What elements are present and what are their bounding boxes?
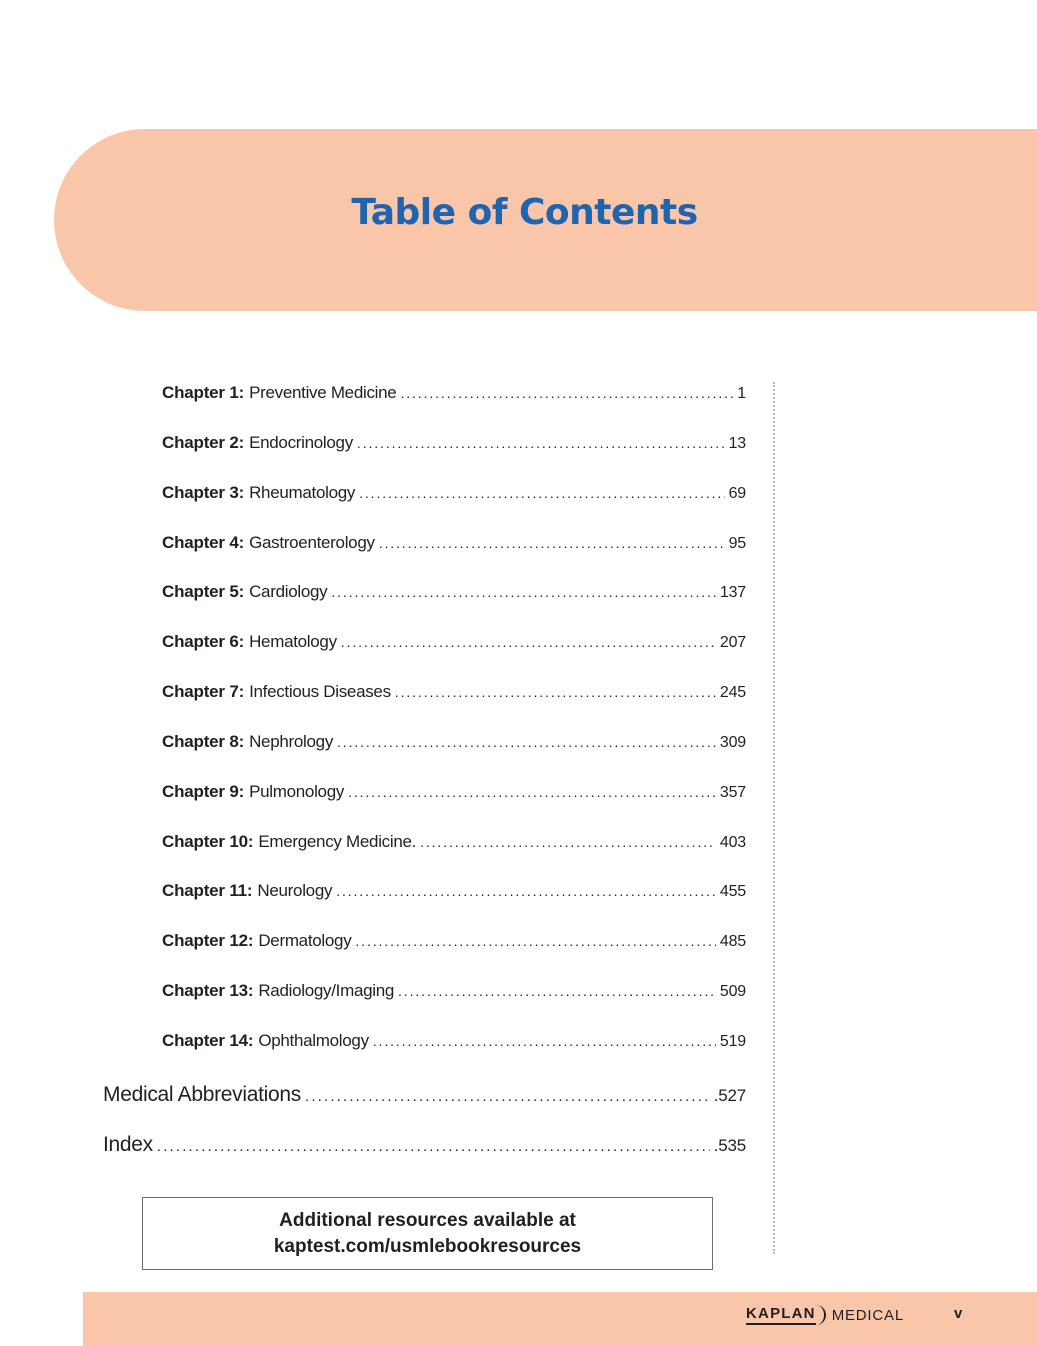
dot-leader — [331, 580, 716, 604]
dot-leader — [359, 481, 724, 505]
toc-entry-chapter-8[interactable] — [162, 730, 746, 754]
chapter-label: Chapter 1: — [162, 383, 245, 402]
toc-entry-chapter-11[interactable] — [162, 879, 746, 903]
chapter-label: Chapter 3: — [162, 483, 245, 502]
chapter-title: Rheumatology — [249, 483, 356, 502]
chapter-label: Chapter 2: — [162, 433, 245, 452]
toc-entry-index[interactable] — [103, 1131, 746, 1159]
dot-leader — [395, 680, 716, 704]
chapter-title: Radiology/Imaging — [258, 981, 395, 1000]
dot-leader — [341, 630, 716, 654]
page-number: 13 — [728, 435, 746, 452]
page-number: 207 — [719, 634, 746, 651]
resources-box — [142, 1197, 713, 1270]
dot-leader — [348, 780, 716, 804]
page-number: .527 — [713, 1086, 746, 1105]
dotted-divider — [773, 382, 775, 1254]
section-title: Medical Abbreviations — [103, 1083, 301, 1106]
page-number: 1 — [737, 385, 746, 402]
chapter-label: Chapter 6: — [162, 632, 245, 651]
page-number: 309 — [719, 734, 746, 751]
page-number: 69 — [728, 485, 746, 502]
chapter-label: Chapter 10: — [162, 832, 254, 851]
toc-entry-chapter-3[interactable] — [162, 481, 746, 505]
page-number: 137 — [719, 584, 746, 601]
dot-leader — [379, 531, 725, 555]
chapter-title: Nephrology — [249, 732, 334, 751]
chapter-label: Chapter 12: — [162, 931, 254, 950]
toc-entry-chapter-4[interactable] — [162, 531, 746, 555]
page-number: 519 — [719, 1033, 746, 1050]
toc-entry-chapter-2[interactable] — [162, 431, 746, 455]
toc-entry-medical-abbreviations[interactable] — [103, 1081, 746, 1109]
dot-leader — [157, 1133, 710, 1161]
chapter-title: Preventive Medicine — [249, 383, 397, 402]
dot-leader — [337, 730, 716, 754]
dot-leader — [355, 929, 715, 953]
dot-leader — [400, 381, 733, 405]
chapter-title: Gastroenterology — [249, 533, 375, 552]
page-number: 455 — [719, 883, 746, 900]
chapter-label: Chapter 13: — [162, 981, 254, 1000]
toc-entry-chapter-10[interactable] — [162, 830, 746, 854]
page-title: Table of Contents — [351, 192, 698, 233]
chapter-title: Cardiology — [249, 582, 328, 601]
toc-entry-chapter-1[interactable] — [162, 381, 746, 405]
section-title: Index — [103, 1133, 153, 1156]
page-number: 245 — [719, 684, 746, 701]
dot-leader — [336, 879, 716, 903]
chapter-title: Neurology — [257, 881, 333, 900]
chapter-title: Dermatology — [258, 931, 352, 950]
toc-entry-chapter-9[interactable] — [162, 780, 746, 804]
chapter-title: Pulmonology — [249, 782, 345, 801]
chapter-title: Infectious Diseases — [249, 682, 391, 701]
page-number: 95 — [728, 535, 746, 552]
brand-name: KAPLAN — [746, 1305, 816, 1325]
toc-entry-chapter-6[interactable] — [162, 630, 746, 654]
page-number: 403 — [719, 834, 746, 851]
toc-entry-chapter-13[interactable] — [162, 979, 746, 1003]
page-number: 357 — [719, 784, 746, 801]
brand-suffix: MEDICAL — [831, 1306, 904, 1324]
dot-leader — [357, 431, 725, 455]
kaplan-medical-logo — [746, 1305, 904, 1325]
page-number: 485 — [719, 933, 746, 950]
page-number-footer: v — [954, 1305, 963, 1322]
toc-entry-chapter-5[interactable] — [162, 580, 746, 604]
page-number: 509 — [719, 983, 746, 1000]
chapter-label: Chapter 9: — [162, 782, 245, 801]
toc-entry-chapter-7[interactable] — [162, 680, 746, 704]
resources-url[interactable]: kaptest.com/usmlebookresources — [273, 1236, 582, 1257]
dot-leader — [420, 830, 716, 854]
chapter-label: Chapter 8: — [162, 732, 245, 751]
chapter-title: Ophthalmology — [258, 1031, 369, 1050]
dot-leader — [305, 1083, 710, 1111]
chapter-title: Emergency Medicine. — [258, 832, 417, 851]
chapter-label: Chapter 14: — [162, 1031, 254, 1050]
toc-entry-chapter-12[interactable] — [162, 929, 746, 953]
chapter-label: Chapter 5: — [162, 582, 245, 601]
toc-entry-chapter-14[interactable] — [162, 1029, 746, 1053]
chapter-label: Chapter 4: — [162, 533, 245, 552]
resources-line-1: Additional resources available at — [279, 1210, 576, 1231]
chapter-title: Endocrinology — [249, 433, 353, 452]
page-number: .535 — [713, 1136, 746, 1155]
chapter-label: Chapter 11: — [162, 881, 253, 900]
dot-leader — [373, 1029, 716, 1053]
dot-leader — [398, 979, 716, 1003]
chapter-title: Hematology — [249, 632, 337, 651]
chapter-label: Chapter 7: — [162, 682, 245, 701]
